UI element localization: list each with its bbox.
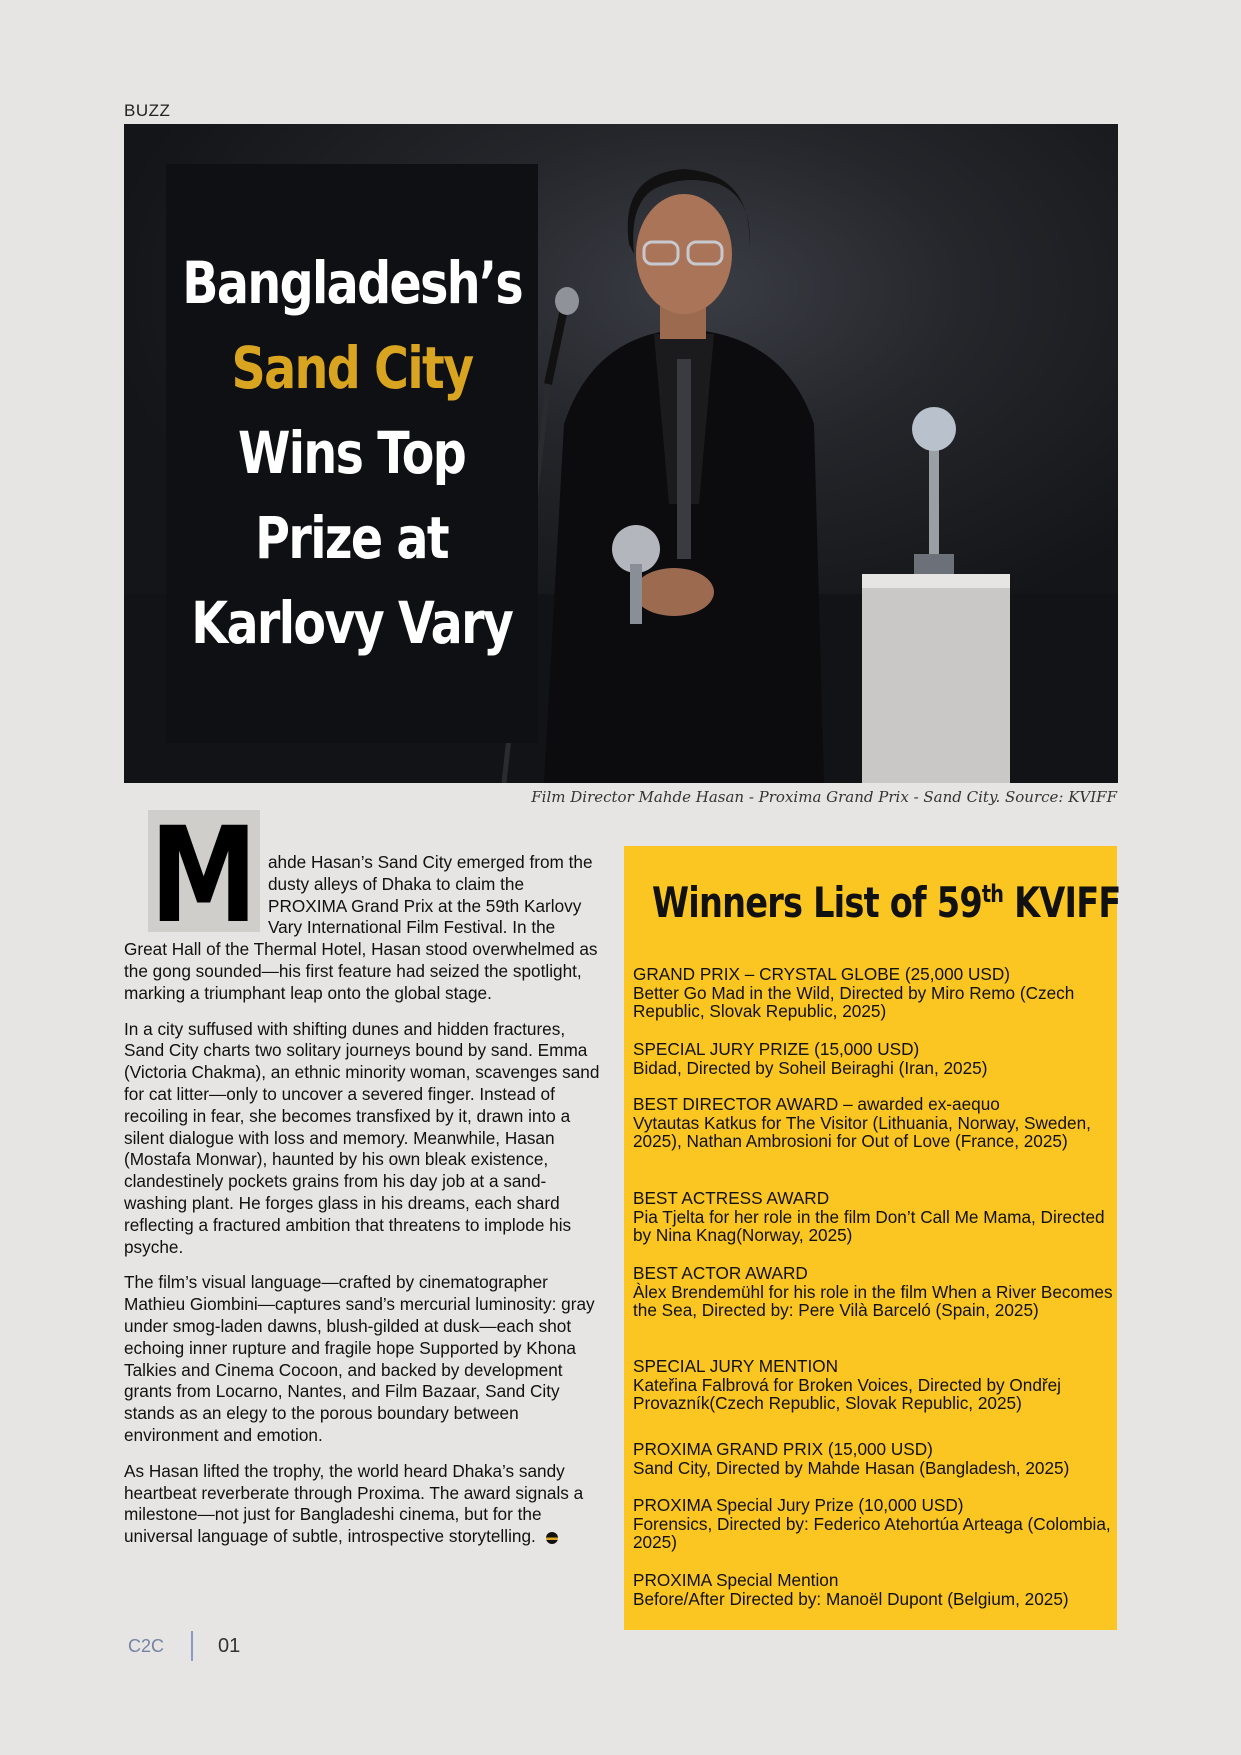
award-item xyxy=(633,1095,1117,1151)
headline-line-3: Wins Top xyxy=(238,419,466,487)
award-heading: PROXIMA GRAND PRIX (15,000 USD) xyxy=(633,1439,933,1459)
winners-title-sup: th xyxy=(981,880,1004,908)
hero-photo xyxy=(124,124,1118,783)
award-detail: Vytautas Katkus for The Visitor (Lithuania, Norway, Sweden, 2025), Nathan Ambrosioni for Out of Love (France, 2025) xyxy=(633,1112,1091,1152)
award-detail: Before/After Directed by: Manoël Dupont (Belgium, 2025) xyxy=(633,1588,1069,1609)
headline-line-5: Karlovy Vary xyxy=(191,589,513,657)
award-item xyxy=(633,1571,1117,1608)
award-item xyxy=(633,1440,1117,1477)
headline-box xyxy=(166,164,538,743)
drop-cap-box xyxy=(148,799,260,953)
winners-panel xyxy=(624,846,1121,1630)
winners-title-main: Winners List of 59 xyxy=(652,878,982,927)
award-heading: GRAND PRIX – CRYSTAL GLOBE (25,000 USD) xyxy=(633,964,1010,984)
award-detail: Àlex Brendemühl for his role in the film When a River Becomes the Sea, Directed by: Pere Vilà Barceló (Spain, 2025) xyxy=(633,1281,1113,1321)
award-detail: Sand City, Directed by Mahde Hasan (Bangladesh, 2025) xyxy=(633,1457,1070,1478)
award-heading: PROXIMA Special Mention xyxy=(633,1570,839,1590)
article-paragraph-2: In a city suffused with shifting dunes and hidden fractures, Sand City charts two solitary journeys bound by sand. Emma (Victoria Chakma), an ethnic minority woman, scavenges sand for cat litter—only to uncover a severed finger. Instead of recoiling in fear, she becomes transfixed by it, drawn into a silent dialogue with loss and memory. Meanwhile, Hasan (Mostafa Monwar), haunted by his own bleak existence, clandestinely pockets grains from his day job at a sand-washing plant. He forges glass in his dreams, each shard reflecting a fractured ambition that threatens to implode his psyche. xyxy=(124,1018,600,1257)
award-heading: BEST ACTRESS AWARD xyxy=(633,1188,830,1208)
award-detail: Bidad, Directed by Soheil Beiraghi (Iran, 2025) xyxy=(633,1057,988,1078)
end-mark-icon xyxy=(546,1532,558,1544)
footer-brand: C2C xyxy=(128,1636,165,1656)
drop-cap: M xyxy=(150,799,258,953)
award-item xyxy=(633,1496,1117,1552)
award-item xyxy=(633,965,1117,1021)
award-item xyxy=(633,1264,1117,1320)
award-item xyxy=(633,1357,1117,1413)
award-heading: BEST DIRECTOR AWARD – awarded ex-aequo xyxy=(633,1094,1000,1114)
photo-caption: Film Director Mahde Hasan - Proxima Grand Prix - Sand City. Source: KVIFF xyxy=(531,788,1117,806)
award-heading: BEST ACTOR AWARD xyxy=(633,1263,808,1283)
award-detail: Forensics, Directed by: Federico Atehortúa Arteaga (Colombia, 2025) xyxy=(633,1513,1111,1553)
footer-divider xyxy=(191,1631,193,1661)
award-item xyxy=(633,1189,1117,1245)
award-heading: SPECIAL JURY MENTION xyxy=(633,1356,839,1376)
award-detail: Kateřina Falbrová for Broken Voices, Directed by Ondřej Provazník(Czech Republic, Slovak Republic, 2025) xyxy=(633,1374,1061,1414)
award-heading: PROXIMA Special Jury Prize (10,000 USD) xyxy=(633,1495,964,1515)
winners-title xyxy=(652,878,1121,927)
article-body xyxy=(124,799,601,1562)
headline-line-1: Bangladesh’s xyxy=(182,249,522,317)
article-paragraph-4 xyxy=(124,1461,601,1548)
award-heading: SPECIAL JURY PRIZE (15,000 USD) xyxy=(633,1039,920,1059)
section-label: BUZZ xyxy=(124,101,171,120)
headline-line-4: Prize at xyxy=(255,504,449,572)
award-item xyxy=(633,1040,1117,1077)
page-number: 01 xyxy=(218,1635,241,1657)
article-paragraph-1: ahde Hasan’s Sand City emerged from the dusty alleys of Dhaka to claim the PROXIMA Grand Prix at the 59th Karlovy Vary International Film Festival. In the Great Hall of the Thermal Hotel, Hasan stood overwhelmed as the gong sounded—his first feature had seized the spotlight, marking a triumphant leap onto the global stage. xyxy=(124,852,598,1003)
award-detail: Better Go Mad in the Wild, Directed by Miro Remo (Czech Republic, Slovak Republic, 2025) xyxy=(633,982,1075,1022)
article-paragraph-3: The film’s visual language—crafted by cinematographer Mathieu Giombini—captures sand’s mercurial luminosity: gray under smog-laden dawns, blush-gilded at dusk—each shot echoing inner rupture and fragile hope Supported by Khona Talkies and Cinema Cocoon, and backed by development grants from Locarno, Nantes, and Film Bazaar, Sand City stands as an elegy to the porous boundary between environment and emotion. xyxy=(124,1272,595,1445)
headline-line-2: Sand City xyxy=(231,334,473,402)
article-paragraph-4-text: As Hasan lifted the trophy, the world heard Dhaka’s sandy heartbeat reverberate through Proxima. The award signals a milestone—not just for Bangladeshi cinema, but for the universal language of subtle, introspective storytelling. xyxy=(124,1460,584,1547)
winners-title-end: KVIFF xyxy=(1003,878,1121,927)
award-detail: Pia Tjelta for her role in the film Don’t Call Me Mama, Directed by Nina Knag(Norway, 2025) xyxy=(633,1206,1105,1246)
